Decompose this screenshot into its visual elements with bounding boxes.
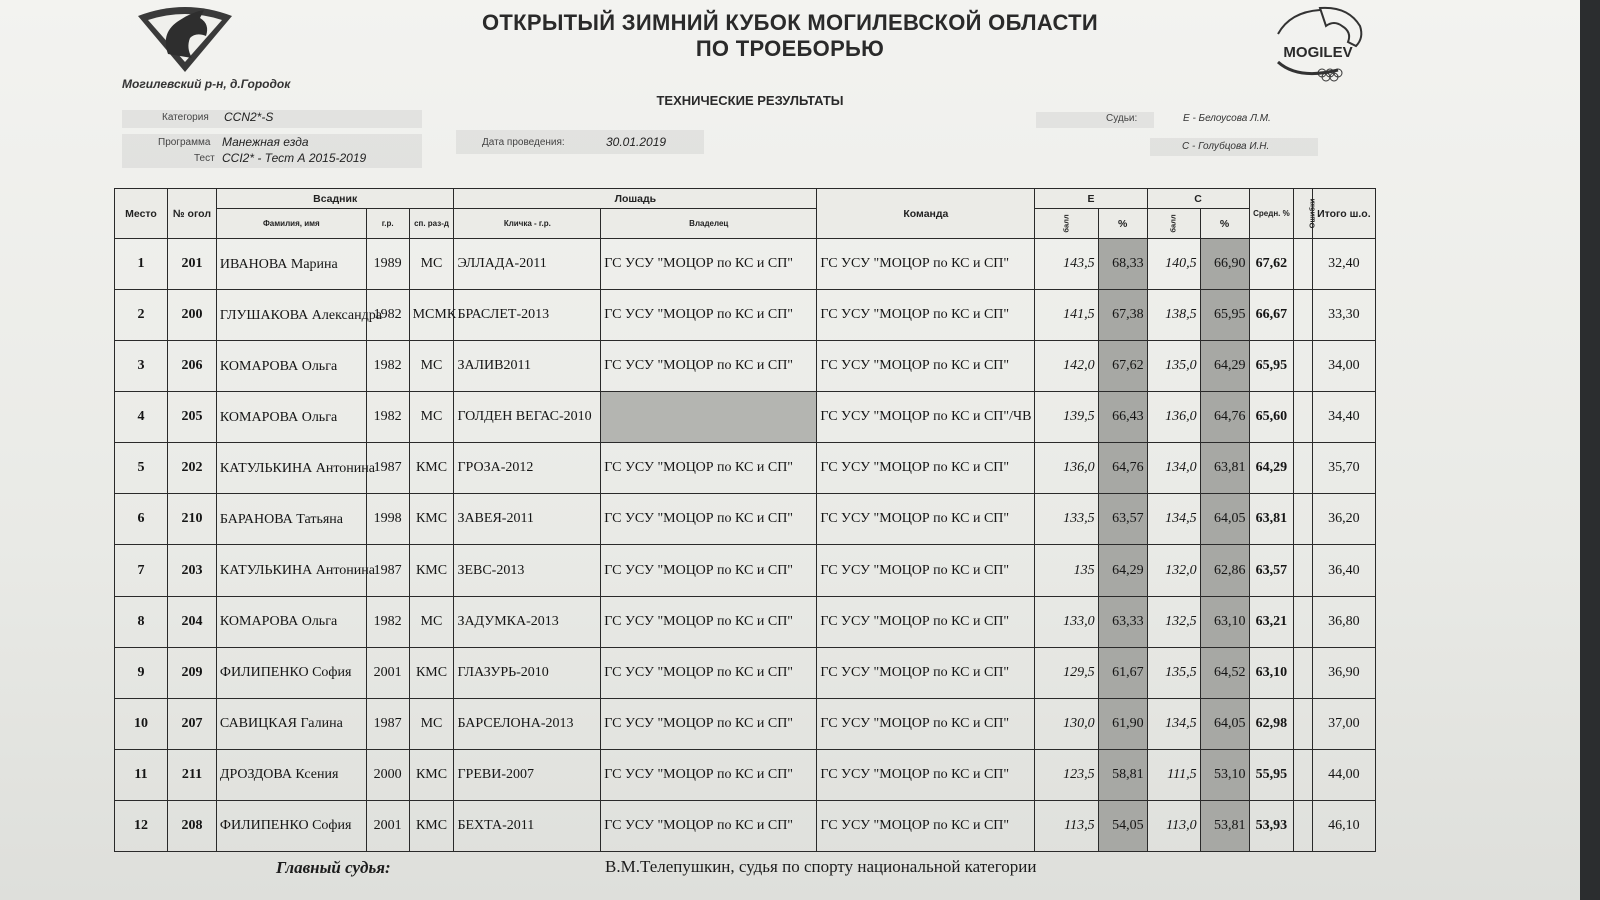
th-judge-e: E	[1035, 189, 1147, 209]
th-judge-c: C	[1147, 189, 1249, 209]
cell-team: ГС УСУ "МОЦОР по КС и СП"	[817, 290, 1035, 341]
table-row	[115, 698, 1376, 749]
cell-total: 36,20	[1312, 494, 1375, 545]
cell-c-score: 135,5	[1147, 647, 1200, 698]
cell-team: ГС УСУ "МОЦОР по КС и СП"	[817, 341, 1035, 392]
cell-avg: 63,21	[1249, 596, 1294, 647]
th-rider: Всадник	[216, 189, 454, 209]
cell-year: 2000	[366, 749, 409, 800]
cell-team: ГС УСУ "МОЦОР по КС и СП"	[817, 647, 1035, 698]
cell-bib: 200	[168, 290, 217, 341]
cell-e-score: 133,0	[1035, 596, 1098, 647]
horse-logo-icon	[130, 2, 240, 74]
cell-c-pct: 62,86	[1200, 545, 1249, 596]
date-row	[456, 130, 704, 154]
cell-place: 6	[115, 494, 168, 545]
cell-name: ФИЛИПЕНКО София	[216, 647, 366, 698]
cell-c-pct: 63,81	[1200, 443, 1249, 494]
cell-bib: 207	[168, 698, 217, 749]
cell-name: ИВАНОВА Марина	[216, 239, 366, 290]
cell-errors	[1294, 341, 1312, 392]
cell-c-score: 138,5	[1147, 290, 1200, 341]
cell-bib: 202	[168, 443, 217, 494]
table-row	[115, 800, 1376, 851]
cell-year: 1982	[366, 596, 409, 647]
cell-owner: ГС УСУ "МОЦОР по КС и СП"	[601, 239, 817, 290]
cell-c-pct: 64,52	[1200, 647, 1249, 698]
cell-horse: ГРОЗА-2012	[454, 443, 601, 494]
cell-horse: ГОЛДЕН ВЕГАС-2010	[454, 392, 601, 443]
cell-horse: ЗАЛИВ2011	[454, 341, 601, 392]
cell-horse: БРАСЛЕТ-2013	[454, 290, 601, 341]
cell-name: КОМАРОВА Ольга	[216, 392, 366, 443]
cell-horse: ГЛАЗУРЬ-2010	[454, 647, 601, 698]
table-row	[115, 392, 1376, 443]
program-value: Манежная езда	[222, 135, 309, 149]
cell-year: 2001	[366, 647, 409, 698]
cell-e-score: 113,5	[1035, 800, 1098, 851]
cell-e-pct: 64,76	[1098, 443, 1147, 494]
cell-c-score: 134,0	[1147, 443, 1200, 494]
table-row	[115, 647, 1376, 698]
th-rider-rank: сп. раз-д	[409, 209, 454, 239]
cell-year: 1982	[366, 290, 409, 341]
cell-errors	[1294, 596, 1312, 647]
cell-name: КОМАРОВА Ольга	[216, 596, 366, 647]
header-row-1	[115, 189, 1376, 209]
chief-judge-name: В.М.Телепушкин, судья по спорту национальной категории	[605, 857, 1037, 876]
judges-label: Судьи:	[1106, 113, 1138, 124]
cell-place: 3	[115, 341, 168, 392]
cell-rank: КМС	[409, 494, 454, 545]
th-errors	[1294, 189, 1317, 239]
test-value: CCI2* - Тест А 2015-2019	[222, 151, 367, 165]
cell-errors	[1294, 698, 1312, 749]
th-bib: № огол	[168, 189, 217, 239]
cell-errors	[1294, 749, 1312, 800]
cell-errors	[1294, 545, 1312, 596]
cell-c-score: 134,5	[1147, 698, 1200, 749]
cell-avg: 55,95	[1249, 749, 1294, 800]
cell-e-score: 135	[1035, 545, 1098, 596]
cell-horse: ЗАВЕЯ-2011	[454, 494, 601, 545]
cell-total: 37,00	[1312, 698, 1375, 749]
header-row-2	[115, 209, 1376, 239]
cell-c-score: 113,0	[1147, 800, 1200, 851]
table-row	[115, 239, 1376, 290]
cell-owner: ГС УСУ "МОЦОР по КС и СП"	[601, 800, 817, 851]
cell-c-score: 111,5	[1147, 749, 1200, 800]
cell-team: ГС УСУ "МОЦОР по КС и СП"	[817, 698, 1035, 749]
cell-bib: 209	[168, 647, 217, 698]
cell-c-score: 140,5	[1147, 239, 1200, 290]
cell-avg: 63,10	[1249, 647, 1294, 698]
cell-c-score: 134,5	[1147, 494, 1200, 545]
cell-bib: 208	[168, 800, 217, 851]
cell-team: ГС УСУ "МОЦОР по КС и СП"	[817, 443, 1035, 494]
th-team: Команда	[817, 189, 1035, 239]
cell-place: 11	[115, 749, 168, 800]
cell-avg: 53,93	[1249, 800, 1294, 851]
page-title	[440, 10, 1140, 62]
cell-year: 2001	[366, 800, 409, 851]
cell-total: 35,70	[1312, 443, 1375, 494]
cell-year: 1982	[366, 341, 409, 392]
cell-e-pct: 66,43	[1098, 392, 1147, 443]
cell-e-pct: 63,57	[1098, 494, 1147, 545]
date-label: Дата проведения:	[482, 137, 565, 148]
test-label: Тест	[194, 153, 215, 164]
cell-avg: 66,67	[1249, 290, 1294, 341]
cell-year: 1989	[366, 239, 409, 290]
cell-total: 36,80	[1312, 596, 1375, 647]
judges-label-box	[1036, 112, 1154, 128]
cell-e-pct: 61,90	[1098, 698, 1147, 749]
cell-horse: ЗЕВС-2013	[454, 545, 601, 596]
cell-e-score: 129,5	[1035, 647, 1098, 698]
cell-owner: ГС УСУ "МОЦОР по КС и СП"	[601, 596, 817, 647]
results-table	[114, 188, 1376, 852]
cell-e-pct: 58,81	[1098, 749, 1147, 800]
cell-bib: 205	[168, 392, 217, 443]
th-c-pct: %	[1200, 209, 1249, 239]
cell-rank: МС	[409, 596, 454, 647]
cell-team: ГС УСУ "МОЦОР по КС и СП"	[817, 596, 1035, 647]
cell-errors	[1294, 647, 1312, 698]
table-row	[115, 290, 1376, 341]
cell-owner: ГС УСУ "МОЦОР по КС и СП"	[601, 749, 817, 800]
cell-e-pct: 61,67	[1098, 647, 1147, 698]
cell-errors	[1294, 392, 1312, 443]
cell-year: 1982	[366, 392, 409, 443]
cell-name: КАТУЛЬКИНА Антонина	[216, 545, 366, 596]
cell-c-score: 136,0	[1147, 392, 1200, 443]
th-errors-label: Ошибки	[1307, 198, 1317, 229]
program-label: Программа	[158, 137, 211, 148]
cell-e-pct: 63,33	[1098, 596, 1147, 647]
cell-avg: 67,62	[1249, 239, 1294, 290]
category-row	[122, 110, 422, 128]
cell-avg: 65,60	[1249, 392, 1294, 443]
category-value: CCN2*-S	[224, 110, 274, 124]
mogilev-logo-text: MOGILEV	[1283, 44, 1353, 61]
th-total: Итого ш.о.	[1312, 189, 1375, 239]
cell-rank: МСМК	[409, 290, 454, 341]
cell-bib: 201	[168, 239, 217, 290]
cell-c-pct: 64,05	[1200, 698, 1249, 749]
cell-place: 4	[115, 392, 168, 443]
category-label: Категория	[162, 112, 209, 123]
table-row	[115, 443, 1376, 494]
cell-avg: 63,81	[1249, 494, 1294, 545]
cell-horse: БЕХТА-2011	[454, 800, 601, 851]
cell-bib: 211	[168, 749, 217, 800]
cell-avg: 65,95	[1249, 341, 1294, 392]
cell-rank: КМС	[409, 545, 454, 596]
cell-c-score: 132,0	[1147, 545, 1200, 596]
cell-name: ДРОЗДОВА Ксения	[216, 749, 366, 800]
cell-e-score: 139,5	[1035, 392, 1098, 443]
title-line-1: ОТКРЫТЫЙ ЗИМНИЙ КУБОК МОГИЛЕВСКОЙ ОБЛАСТИ	[481, 10, 1099, 35]
cell-bib: 203	[168, 545, 217, 596]
cell-c-pct: 64,29	[1200, 341, 1249, 392]
cell-place: 12	[115, 800, 168, 851]
th-owner: Владелец	[601, 209, 817, 239]
th-c-score	[1147, 209, 1200, 239]
cell-owner: ГС УСУ "МОЦОР по КС и СП"	[601, 341, 817, 392]
cell-team: ГС УСУ "МОЦОР по КС и СП"/ЧВ	[817, 392, 1035, 443]
cell-year: 1987	[366, 698, 409, 749]
cell-e-score: 133,5	[1035, 494, 1098, 545]
cell-c-pct: 53,10	[1200, 749, 1249, 800]
cell-errors	[1294, 239, 1312, 290]
cell-total: 44,00	[1312, 749, 1375, 800]
cell-errors	[1294, 494, 1312, 545]
date-value: 30.01.2019	[606, 135, 667, 149]
cell-bib: 210	[168, 494, 217, 545]
cell-e-pct: 68,33	[1098, 239, 1147, 290]
cell-c-pct: 63,10	[1200, 596, 1249, 647]
table-row	[115, 596, 1376, 647]
th-rider-name: Фамилия, имя	[216, 209, 366, 239]
results-body	[115, 239, 1376, 852]
cell-owner: ГС УСУ "МОЦОР по КС и СП"	[601, 545, 817, 596]
cell-name: КОМАРОВА Ольга	[216, 341, 366, 392]
cell-year: 1998	[366, 494, 409, 545]
cell-errors	[1294, 443, 1312, 494]
cell-place: 8	[115, 596, 168, 647]
judge-c: С - Голубцова И.Н.	[1182, 141, 1270, 152]
cell-c-pct: 64,76	[1200, 392, 1249, 443]
cell-horse: ГРЕВИ-2007	[454, 749, 601, 800]
cell-rank: КМС	[409, 749, 454, 800]
cell-c-pct: 53,81	[1200, 800, 1249, 851]
cell-errors	[1294, 290, 1312, 341]
cell-total: 46,10	[1312, 800, 1375, 851]
cell-e-score: 123,5	[1035, 749, 1098, 800]
cell-total: 34,40	[1312, 392, 1375, 443]
cell-place: 2	[115, 290, 168, 341]
cell-e-pct: 67,62	[1098, 341, 1147, 392]
th-horse: Лошадь	[454, 189, 817, 209]
cell-errors	[1294, 800, 1312, 851]
th-e-score	[1035, 209, 1098, 239]
table-row	[115, 494, 1376, 545]
th-avg: Средн. %	[1249, 189, 1294, 239]
cell-total: 36,40	[1312, 545, 1375, 596]
th-c-score-label: балл	[1169, 214, 1179, 233]
cell-c-pct: 64,05	[1200, 494, 1249, 545]
cell-total: 33,30	[1312, 290, 1375, 341]
cell-place: 5	[115, 443, 168, 494]
cell-owner: ГС УСУ "МОЦОР по КС и СП"	[601, 443, 817, 494]
cell-owner: ГС УСУ "МОЦОР по КС и СП"	[601, 494, 817, 545]
cell-rank: МС	[409, 341, 454, 392]
cell-bib: 206	[168, 341, 217, 392]
cell-avg: 64,29	[1249, 443, 1294, 494]
cell-name: КАТУЛЬКИНА Антонина	[216, 443, 366, 494]
cell-e-pct: 54,05	[1098, 800, 1147, 851]
cell-team: ГС УСУ "МОЦОР по КС и СП"	[817, 749, 1035, 800]
cell-place: 1	[115, 239, 168, 290]
cell-team: ГС УСУ "МОЦОР по КС и СП"	[817, 545, 1035, 596]
cell-owner: ГС УСУ "МОЦОР по КС и СП"	[601, 647, 817, 698]
cell-bib: 204	[168, 596, 217, 647]
cell-rank: КМС	[409, 443, 454, 494]
cell-place: 7	[115, 545, 168, 596]
th-e-score-label: балл	[1062, 214, 1072, 233]
th-horse-name: Кличка - г.р.	[454, 209, 601, 239]
cell-horse: БАРСЕЛОНА-2013	[454, 698, 601, 749]
cell-e-score: 143,5	[1035, 239, 1098, 290]
cell-total: 32,40	[1312, 239, 1375, 290]
judge-e: Е - Белоусова Л.М.	[1183, 113, 1271, 124]
mogilev-logo-icon	[1268, 4, 1368, 82]
cell-rank: МС	[409, 239, 454, 290]
cell-name: ГЛУШАКОВА Александра	[216, 290, 366, 341]
cell-owner: ГС УСУ "МОЦОР по КС и СП"	[601, 698, 817, 749]
cell-name: ФИЛИПЕНКО София	[216, 800, 366, 851]
th-e-pct: %	[1098, 209, 1147, 239]
cell-e-pct: 64,29	[1098, 545, 1147, 596]
cell-name: САВИЦКАЯ Галина	[216, 698, 366, 749]
table-row	[115, 749, 1376, 800]
cell-team: ГС УСУ "МОЦОР по КС и СП"	[817, 494, 1035, 545]
cell-horse: ЭЛЛАДА-2011	[454, 239, 601, 290]
cell-team: ГС УСУ "МОЦОР по КС и СП"	[817, 800, 1035, 851]
cell-rank: МС	[409, 698, 454, 749]
cell-owner	[601, 392, 817, 443]
table-row	[115, 341, 1376, 392]
cell-c-score: 132,5	[1147, 596, 1200, 647]
th-place: Место	[115, 189, 168, 239]
cell-e-pct: 67,38	[1098, 290, 1147, 341]
cell-e-score: 136,0	[1035, 443, 1098, 494]
logo-caption: Могилевский р-н, д.Городок	[122, 77, 291, 91]
cell-rank: МС	[409, 392, 454, 443]
cell-team: ГС УСУ "МОЦОР по КС и СП"	[817, 239, 1035, 290]
title-line-2: ПО ТРОЕБОРЬЮ	[695, 36, 885, 61]
cell-e-score: 142,0	[1035, 341, 1098, 392]
cell-horse: ЗАДУМКА-2013	[454, 596, 601, 647]
cell-year: 1987	[366, 443, 409, 494]
cell-c-pct: 65,95	[1200, 290, 1249, 341]
page-subtitle: ТЕХНИЧЕСКИЕ РЕЗУЛЬТАТЫ	[656, 93, 844, 108]
judge-c-box	[1150, 138, 1318, 156]
cell-rank: КМС	[409, 800, 454, 851]
cell-place: 9	[115, 647, 168, 698]
cell-year: 1987	[366, 545, 409, 596]
cell-name: БАРАНОВА Татьяна	[216, 494, 366, 545]
cell-rank: КМС	[409, 647, 454, 698]
cell-avg: 62,98	[1249, 698, 1294, 749]
cell-c-score: 135,0	[1147, 341, 1200, 392]
cell-e-score: 130,0	[1035, 698, 1098, 749]
cell-total: 36,90	[1312, 647, 1375, 698]
chief-judge-label: Главный судья:	[276, 858, 391, 877]
cell-avg: 63,57	[1249, 545, 1294, 596]
cell-e-score: 141,5	[1035, 290, 1098, 341]
cell-place: 10	[115, 698, 168, 749]
program-row	[122, 134, 422, 168]
table-row	[115, 545, 1376, 596]
cell-total: 34,00	[1312, 341, 1375, 392]
cell-c-pct: 66,90	[1200, 239, 1249, 290]
cell-owner: ГС УСУ "МОЦОР по КС и СП"	[601, 290, 817, 341]
th-rider-year: г.р.	[366, 209, 409, 239]
